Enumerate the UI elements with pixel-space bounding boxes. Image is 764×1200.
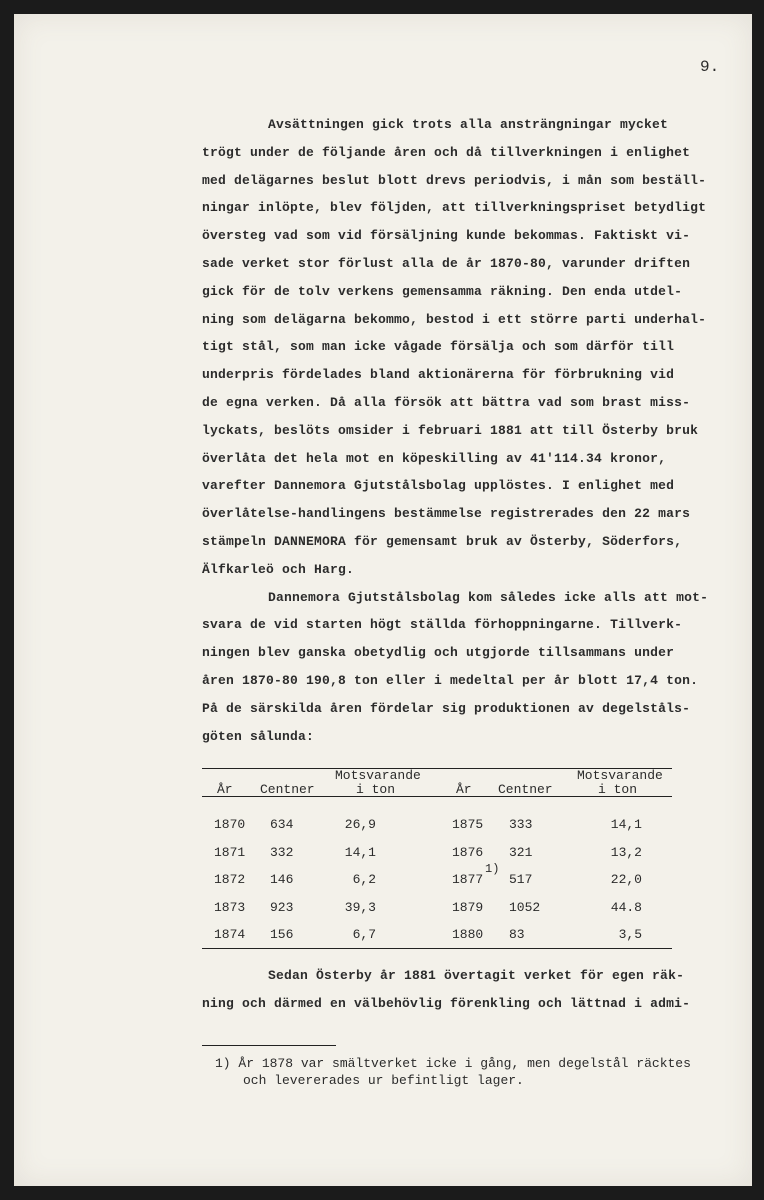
cell-year: 1880 (452, 927, 484, 942)
header-equiv-left-2: i ton (356, 782, 396, 797)
cell-ton: 6,7 (352, 927, 376, 942)
header-year-right: År (456, 782, 472, 797)
footnote-line-1: År 1878 var smältverket icke i gång, men degelstål räcktes (238, 1056, 691, 1071)
cell-ton: 26,9 (344, 817, 376, 832)
cell-year: 1870 (214, 817, 246, 832)
text-line: varefter Dannemora Gjutstålsbolag upplöstes. I enlighet med (202, 478, 675, 494)
text-line: åren 1870-80 190,8 ton eller i medeltal per år blott 17,4 ton. (202, 672, 699, 688)
text-line: underpris fördelades bland aktionärerna för förbrukning vid (202, 367, 675, 383)
cell-ton: 39,3 (344, 899, 376, 915)
cell-centner: 83 (509, 927, 525, 942)
header-equiv-right-2: i ton (598, 782, 638, 797)
text-line: Avsättningen gick trots alla ansträngningar mycket (268, 117, 669, 132)
cell-year: 1874 (214, 927, 246, 942)
cell-centner: 321 (509, 844, 533, 860)
header-year-left: År (217, 782, 233, 797)
text-line: Sedan Österby år 1881 övertagit verket för egen räk- (268, 968, 685, 983)
text-line: lyckats, beslöts omsider i februari 1881 att till Österby bruk (202, 422, 699, 438)
footnote-reference: 1) (485, 862, 500, 876)
cell-year: 1873 (214, 899, 246, 915)
text-line: svara de vid starten högt ställda förhoppningarne. Tillverk- (202, 617, 683, 633)
text-line: På de särskilda åren fördelar sig produktionen av degelståls- (202, 700, 691, 716)
table-bottom-rule (202, 948, 672, 949)
footnote-marker: 1) (215, 1056, 231, 1071)
text-line: ning och därmed en välbehövlig förenkling och lättnad i admi- (202, 995, 691, 1011)
cell-centner: 332 (270, 844, 294, 860)
text-line: ning som delägarna bekommo, bestod i ett större parti underhal- (202, 311, 707, 327)
text-line: Dannemora Gjutstålsbolag kom således icke alls att mot- (268, 589, 709, 605)
cell-year: 1875 (452, 817, 484, 832)
footnote-line-2: och levererades ur befintligt lager. (243, 1073, 524, 1088)
body-text (202, 117, 724, 756)
header-equiv-right-1: Motsvarande (577, 768, 663, 783)
paragraph (202, 117, 724, 590)
cell-centner: 634 (270, 817, 294, 832)
text-line: med delägarnes beslut blott drevs periodvis, i mån som beställ- (202, 172, 707, 188)
text-line: stämpeln DANNEMORA för gemensamt bruk av Österby, Söderfors, (202, 533, 683, 549)
text-line: sade verket stor förlust alla de år 1870-80, varunder driften (202, 255, 691, 271)
cell-year: 1871 (214, 844, 246, 860)
cell-ton: 44.8 (610, 899, 642, 915)
text-line: ningen blev ganska obetydlig och utgjorde tillsammans under (202, 645, 675, 661)
text-line: gick för de tolv verkens gemensamma räkning. Den enda utdel- (202, 283, 683, 299)
text-line: tigt stål, som man icke vågade försälja och som därför till (202, 339, 675, 355)
text-line: översteg vad som vid försäljning kunde bekommas. Faktiskt vi- (202, 228, 691, 244)
closing-text (202, 968, 724, 1024)
cell-ton: 3,5 (618, 927, 642, 942)
cell-ton: 6,2 (352, 872, 376, 887)
footnote-rule (202, 1045, 336, 1046)
cell-centner: 923 (270, 899, 294, 915)
cell-year: 1872 (214, 872, 246, 887)
text-line: överlåtelse-handlingens bestämmelse registrerades den 22 mars (202, 506, 691, 522)
footnote (215, 1055, 725, 1089)
cell-ton: 14,1 (344, 844, 376, 860)
cell-year: 1877 (452, 872, 484, 887)
cell-centner: 333 (509, 817, 533, 832)
cell-year: 1876 (452, 844, 484, 860)
header-centner-right: Centner (498, 782, 553, 797)
text-line: göten sålunda: (202, 728, 315, 744)
text-line: trögt under de följande åren och då tillverkningen i enlighet (202, 144, 691, 160)
cell-centner: 146 (270, 872, 294, 887)
cell-ton: 22,0 (610, 872, 642, 887)
cell-ton: 14,1 (610, 817, 642, 832)
paragraph (202, 590, 724, 757)
page-number: 9. (700, 58, 720, 76)
text-line: Älfkarleö och Harg. (202, 561, 355, 577)
cell-centner: 1052 (509, 899, 541, 915)
header-equiv-left-1: Motsvarande (335, 768, 421, 783)
cell-year: 1879 (452, 899, 484, 915)
text-line: ningar inlöpte, blev följden, att tillverkningspriset betydligt (202, 200, 707, 216)
text-line: överlåta det hela mot en köpeskilling av 41'114.34 kronor, (202, 450, 667, 466)
cell-ton: 13,2 (610, 844, 642, 860)
cell-centner: 517 (509, 872, 533, 887)
cell-centner: 156 (270, 927, 294, 942)
header-centner-left: Centner (260, 782, 315, 797)
text-line: de egna verken. Då alla försök att bättra vad som brast miss- (202, 394, 691, 410)
